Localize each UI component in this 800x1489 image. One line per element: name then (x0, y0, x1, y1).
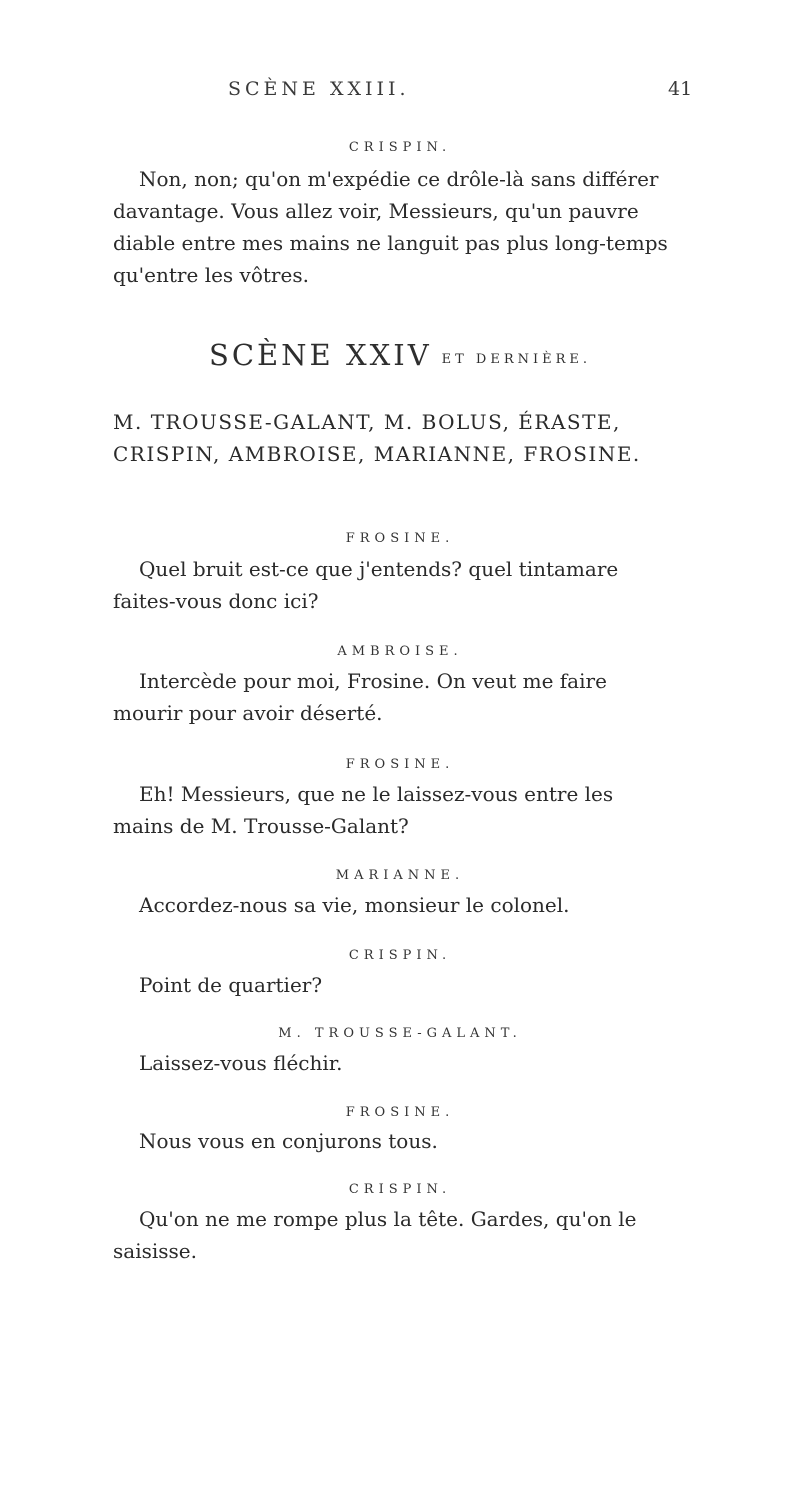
speech-text (113, 889, 703, 921)
speaker-name: FROSINE. (345, 1105, 455, 1120)
speech-line: diable entre mes mains ne languit pas plus long-temps (113, 231, 668, 255)
speech-line: Nous vous en conjurons tous. (139, 1129, 438, 1153)
speech-text (113, 1125, 703, 1157)
speaker-name: CRISPIN. (348, 140, 452, 155)
speaker-name: MARIANNE. (335, 868, 465, 883)
speaker-name: M. TROUSSE-GALANT. (278, 1026, 522, 1041)
cast-line: CRISPIN, AMBROISE, MARIANNE, FROSINE. (113, 442, 641, 466)
speech-line: davantage. Vous allez voir, Messieurs, qu'un pauvre (113, 199, 639, 223)
running-title: SCÈNE XXIII. (228, 78, 410, 100)
speech-text (113, 553, 703, 617)
speech-line: Qu'on ne me rompe plus la tête. Gardes, qu'on le (139, 1207, 637, 1231)
speech-line: faites-vous donc ici? (113, 589, 319, 613)
speech-line: Point de quartier? (139, 973, 323, 997)
speech-text (113, 778, 703, 842)
speech-text (113, 1203, 703, 1267)
cast-line: M. TROUSSE-GALANT, M. BOLUS, ÉRASTE, (113, 410, 621, 434)
speech-text (113, 665, 703, 729)
speaker-name: CRISPIN. (348, 1182, 452, 1197)
speech-line: mains de M. Trousse-Galant? (113, 814, 409, 838)
speaker-name: CRISPIN. (348, 948, 452, 963)
speaker-name: FROSINE. (345, 757, 455, 772)
scene-title: SCÈNE XXIV (208, 338, 432, 372)
speech-line: Non, non; qu'on m'expédie ce drôle-là sans différer (139, 167, 659, 191)
cast-list (113, 406, 703, 470)
speech-text (113, 1047, 703, 1079)
speaker-name: AMBROISE. (337, 644, 463, 659)
speech-line: Quel bruit est-ce que j'entends? quel tintamare (139, 557, 619, 581)
speech-line: qu'entre les vôtres. (113, 263, 309, 287)
scene-subtitle: ET DERNIÈRE. (441, 352, 592, 367)
speech-line: Accordez-nous sa vie, monsieur le colonel. (139, 893, 570, 917)
speech-line: Eh! Messieurs, que ne le laissez-vous entre les (139, 782, 614, 806)
speech-text (113, 969, 703, 1001)
speech-text (113, 163, 703, 291)
running-header (0, 78, 800, 108)
speech-line: Intercède pour moi, Frosine. On veut me faire (139, 669, 607, 693)
page-number: 41 (668, 78, 693, 100)
speaker-name: FROSINE. (345, 531, 455, 546)
speech-line: Laissez-vous fléchir. (139, 1051, 343, 1075)
speech-line: saisisse. (113, 1239, 197, 1263)
scene-heading (0, 338, 800, 372)
speech-line: mourir pour avoir déserté. (113, 701, 383, 725)
